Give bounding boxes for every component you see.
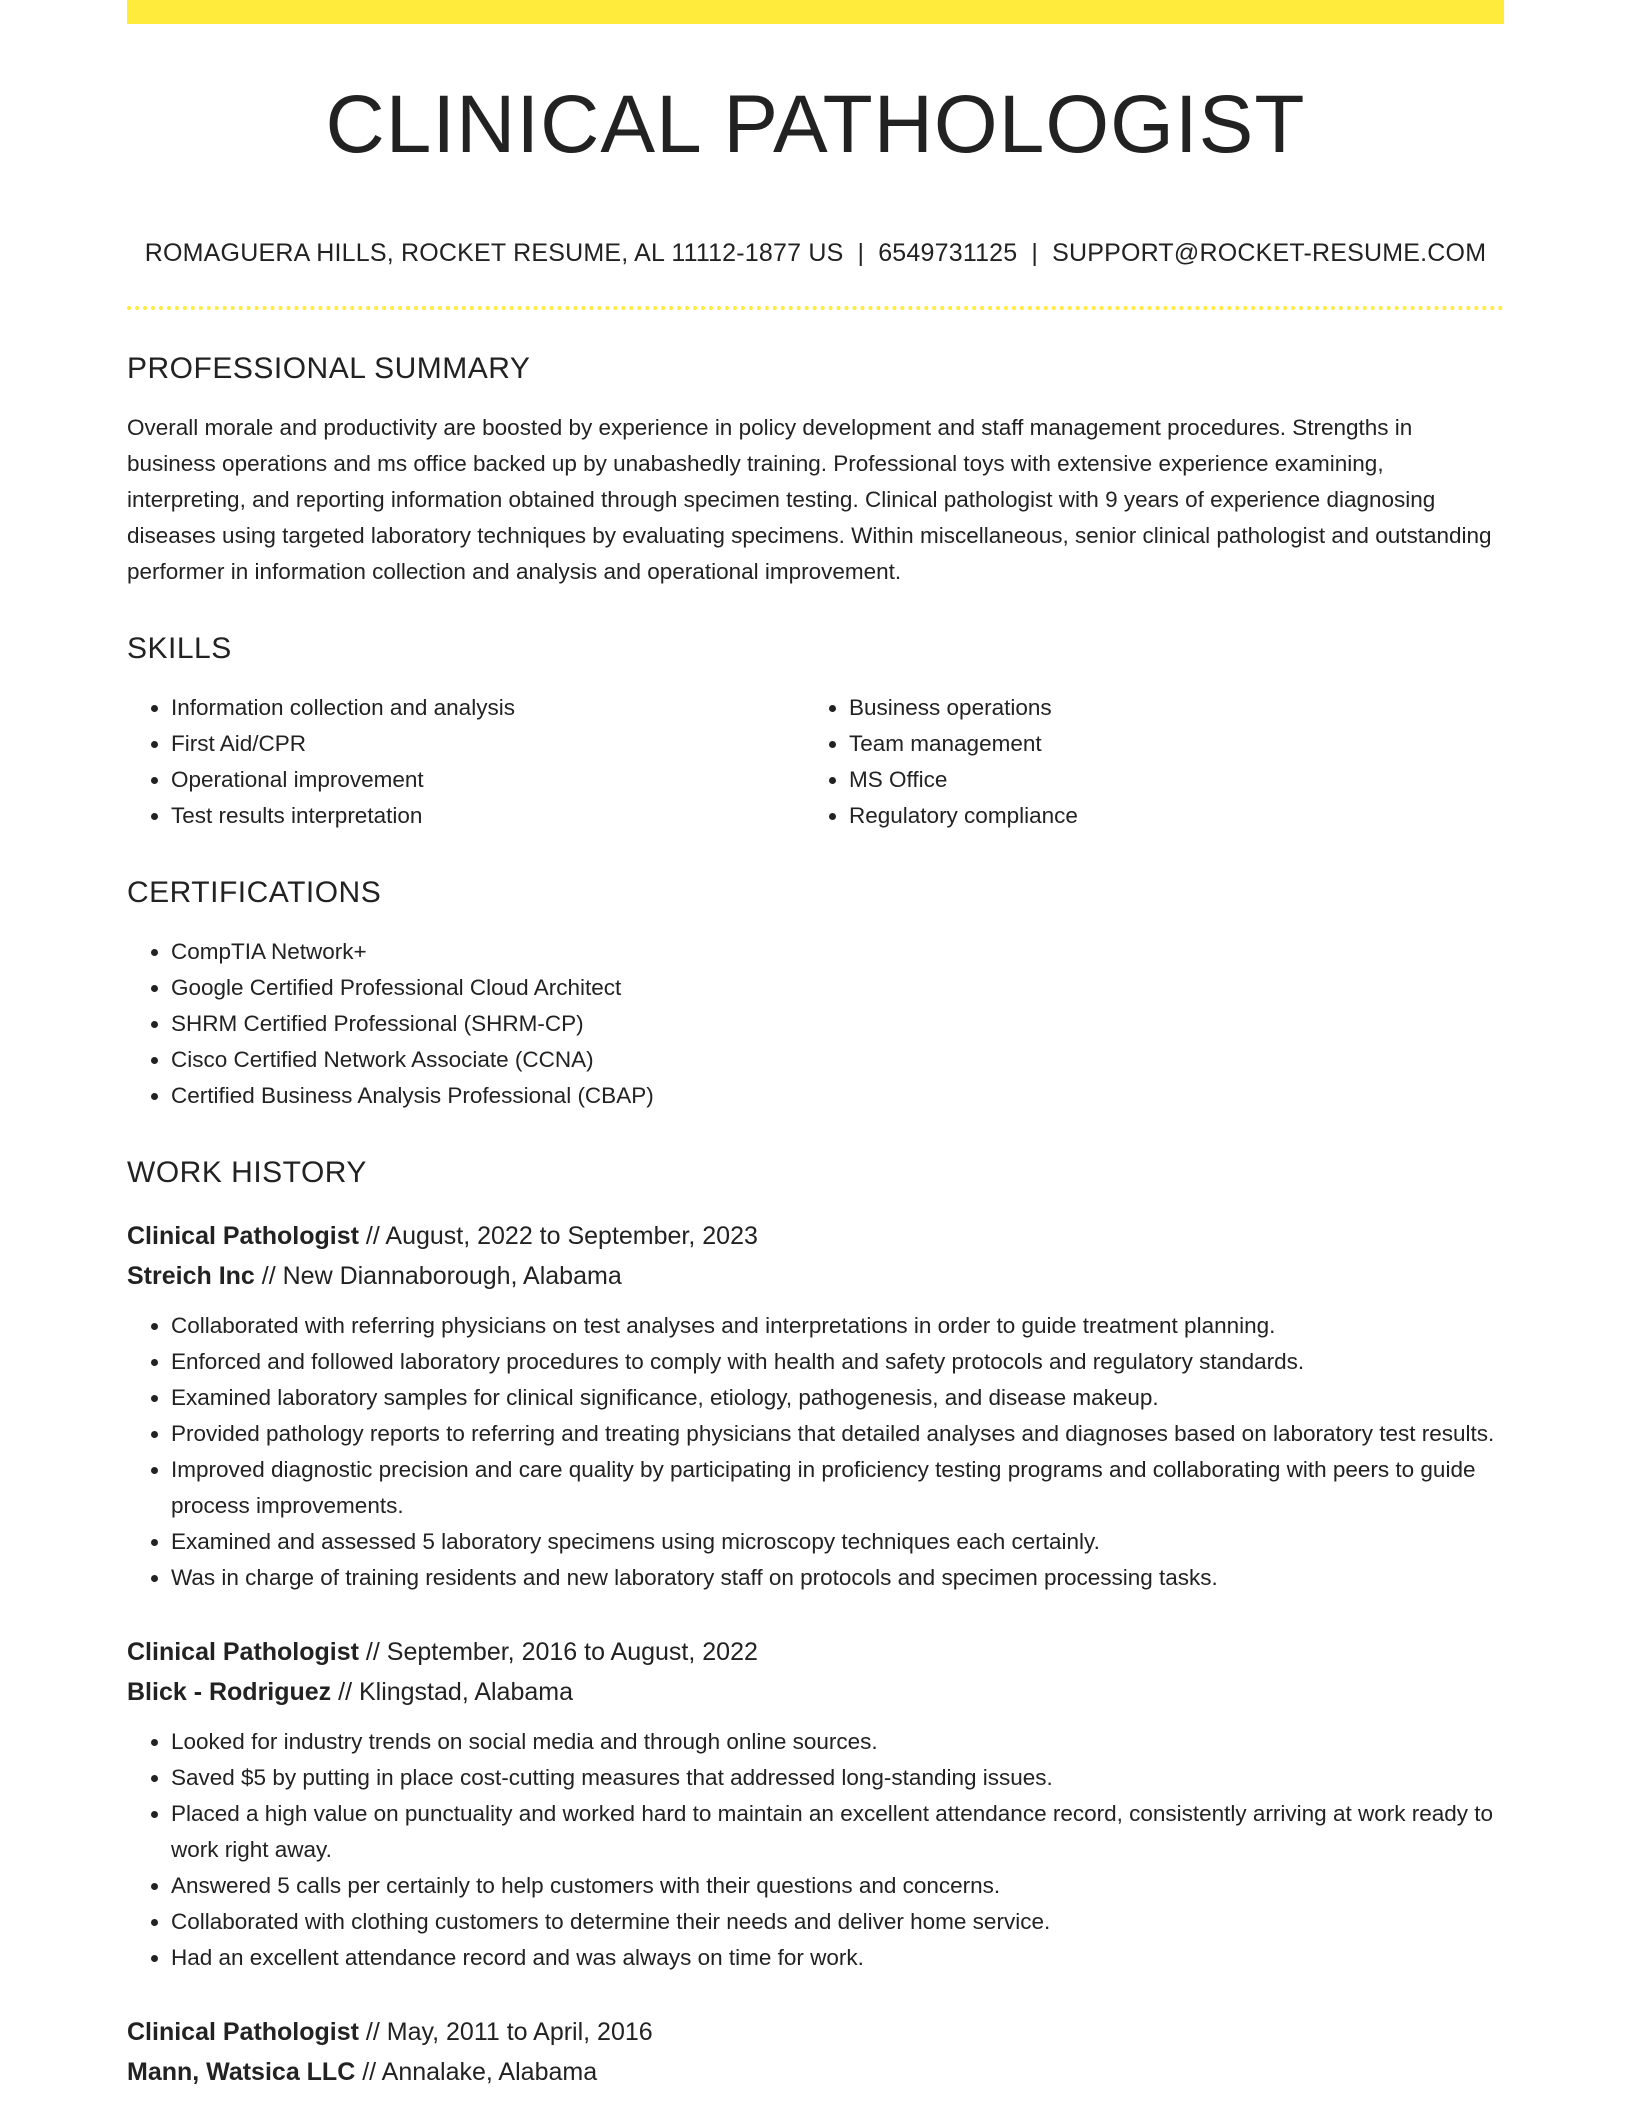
job-company-line <box>127 1256 1504 1296</box>
job-bullet: • Looked for industry trends on social media and through online sources. <box>171 1724 1504 1760</box>
job-bullets <box>127 1308 1504 1596</box>
job-bullet: • Examined laboratory samples for clinical significance, etiology, pathogenesis, and disease makeup. <box>171 1380 1504 1416</box>
job-company-line <box>127 1672 1504 1712</box>
job-company: Mann, Watsica LLC <box>127 2058 356 2086</box>
job-bullet: • Placed a high value on punctuality and worked hard to maintain an excellent attendance record, consistently arriving at work ready to work right away. <box>171 1796 1504 1868</box>
job-bullet: • Collaborated with referring physicians on test analyses and interpretations in order to guide treatment planning. <box>171 1308 1504 1344</box>
skill-item: • MS Office <box>849 762 1483 798</box>
job-dates: // May, 2011 to April, 2016 <box>358 2018 653 2046</box>
contact-separator: | <box>857 239 865 267</box>
job-role: Clinical Pathologist <box>127 2018 359 2046</box>
skills-column-right <box>805 690 1483 834</box>
accent-top-bar <box>127 0 1504 24</box>
dotted-divider <box>127 306 1504 310</box>
job-entry <box>127 1632 1504 1976</box>
work-history-heading: WORK HISTORY <box>127 1156 367 1189</box>
certifications-list <box>127 934 1504 1114</box>
job-location: // Klingstad, Alabama <box>331 1678 573 1706</box>
resume-page <box>127 0 1504 2092</box>
certification-item: • Google Certified Professional Cloud Architect <box>171 970 1504 1006</box>
job-location: // Annalake, Alabama <box>355 2058 598 2086</box>
contact-separator: | <box>1031 239 1039 267</box>
job-company: Streich Inc <box>127 1262 255 1290</box>
certification-item: • CompTIA Network+ <box>171 934 1504 970</box>
job-bullet: • Saved $5 by putting in place cost-cutting measures that addressed long-standing issues. <box>171 1760 1504 1796</box>
skill-item: • Team management <box>849 726 1483 762</box>
summary-heading: PROFESSIONAL SUMMARY <box>127 352 531 385</box>
skill-item: • Regulatory compliance <box>849 798 1483 834</box>
job-company-line <box>127 2052 1504 2092</box>
job-bullet: • Answered 5 calls per certainly to help customers with their questions and concerns. <box>171 1868 1504 1904</box>
skills-column-left <box>127 690 805 834</box>
skill-item: • First Aid/CPR <box>171 726 805 762</box>
job-role: Clinical Pathologist <box>127 1222 359 1250</box>
job-title-line <box>127 1216 1504 1256</box>
skill-item: • Business operations <box>849 690 1483 726</box>
certification-item: • SHRM Certified Professional (SHRM-CP) <box>171 1006 1504 1042</box>
skill-item: • Operational improvement <box>171 762 805 798</box>
job-dates: // August, 2022 to September, 2023 <box>358 1222 758 1250</box>
job-entry <box>127 2012 1504 2092</box>
summary-text: Overall morale and productivity are boosted by experience in policy development and staff management procedures. Strengths in business operations and ms office backed up by unabashedly training. Professional toys with extensive experience examining, interpreting, and reporting information obtained through specimen testing. Clinical pathologist with 9 years of experience diagnosing diseases using targeted laboratory techniques by evaluating specimens. Within miscellaneous, senior clinical pathologist and outstanding performer in information collection and analysis and operational improvement. <box>127 415 1492 584</box>
contact-address: ROMAGUERA HILLS, ROCKET RESUME, AL 11112-1877 US <box>144 239 844 267</box>
job-title-line <box>127 2012 1504 2052</box>
contact-email: SUPPORT@ROCKET-RESUME.COM <box>1052 239 1487 267</box>
job-entry <box>127 1216 1504 1596</box>
job-location: // New Diannaborough, Alabama <box>254 1262 622 1290</box>
certification-item: • Cisco Certified Network Associate (CCNA) <box>171 1042 1504 1078</box>
certification-item: • Certified Business Analysis Professional (CBAP) <box>171 1078 1504 1114</box>
contact-phone: 6549731125 <box>878 239 1018 267</box>
job-bullet: • Collaborated with clothing customers to determine their needs and deliver home service. <box>171 1904 1504 1940</box>
job-title-line <box>127 1632 1504 1672</box>
job-bullet: • Had an excellent attendance record and was always on time for work. <box>171 1940 1504 1976</box>
job-bullet: • Examined and assessed 5 laboratory specimens using microscopy techniques each certainly. <box>171 1524 1504 1560</box>
skill-item: • Information collection and analysis <box>171 690 805 726</box>
job-dates: // September, 2016 to August, 2022 <box>358 1638 758 1666</box>
skills-list <box>127 690 1504 834</box>
job-bullet: • Provided pathology reports to referring and treating physicians that detailed analyses and diagnoses based on laboratory test results. <box>171 1416 1504 1452</box>
job-company: Blick - Rodriguez <box>127 1678 332 1706</box>
job-role: Clinical Pathologist <box>127 1638 359 1666</box>
skill-item: • Test results interpretation <box>171 798 805 834</box>
certifications-heading: CERTIFICATIONS <box>127 876 382 909</box>
contact-line <box>127 239 1504 268</box>
job-bullet: • Was in charge of training residents and new laboratory staff on protocols and specimen processing tasks. <box>171 1560 1504 1596</box>
job-bullet: • Improved diagnostic precision and care quality by participating in proficiency testing programs and collaborating with peers to guide process improvements. <box>171 1452 1504 1524</box>
job-bullet: • Enforced and followed laboratory procedures to comply with health and safety protocols and regulatory standards. <box>171 1344 1504 1380</box>
skills-heading: SKILLS <box>127 632 232 665</box>
resume-title: CLINICAL PATHOLOGIST <box>325 79 1306 170</box>
job-bullets <box>127 1724 1504 1976</box>
